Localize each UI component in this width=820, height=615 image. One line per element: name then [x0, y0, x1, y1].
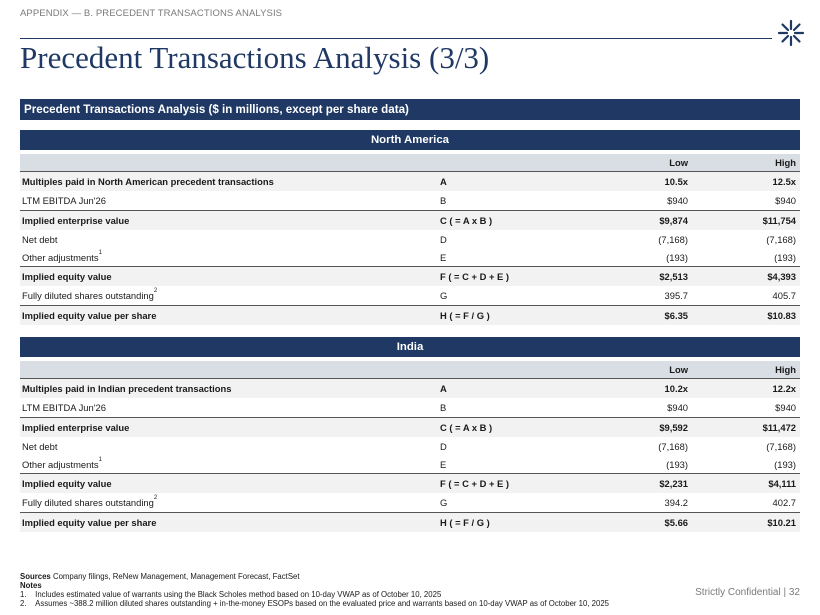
- section-title: North America: [20, 130, 800, 150]
- row-formula: E: [440, 459, 447, 470]
- row-low-value: $940: [667, 195, 688, 206]
- row-label: [22, 422, 129, 433]
- row-formula: B: [440, 402, 447, 413]
- row-high-value: $11,472: [762, 422, 796, 433]
- row-label-text: Implied enterprise value: [22, 422, 130, 433]
- row-high-value: (193): [774, 252, 796, 263]
- row-high-value: $4,111: [768, 478, 796, 489]
- row-formula: G: [440, 290, 448, 301]
- row-high-value: (7,168): [766, 441, 796, 452]
- row-label: [22, 517, 156, 528]
- table-row: [20, 191, 800, 210]
- row-low-value: 394.2: [664, 497, 688, 508]
- confidential-label: Strictly Confidential | 32: [695, 587, 800, 598]
- row-label-text: Other adjustments: [22, 252, 99, 263]
- table-row: [20, 248, 800, 266]
- row-low-value: 395.7: [664, 290, 688, 301]
- row-low-value: 10.2x: [664, 383, 688, 394]
- table-section: [20, 337, 800, 532]
- row-low-value: $5.66: [664, 517, 688, 528]
- column-low: Low: [669, 157, 688, 168]
- row-low-value: $2,231: [659, 478, 688, 489]
- row-label-text: LTM EBITDA Jun'26: [22, 195, 106, 206]
- row-formula: E: [440, 252, 447, 263]
- row-label-text: Multiples paid in Indian precedent transactions: [22, 383, 232, 394]
- row-formula: B: [440, 195, 447, 206]
- row-label: [22, 478, 112, 489]
- footnote-marker: 1: [98, 250, 102, 256]
- row-formula: D: [440, 441, 447, 452]
- table-row: [20, 398, 800, 417]
- row-formula: H ( = F / G ): [440, 517, 490, 528]
- row-formula: D: [440, 234, 447, 245]
- footer-notes: [20, 572, 609, 608]
- table-row: [20, 210, 800, 230]
- analysis-banner: Precedent Transactions Analysis ($ in millions, except per share data): [20, 99, 800, 120]
- row-low-value: $9,592: [659, 422, 688, 433]
- table-row: [20, 171, 800, 191]
- row-low-value: $9,874: [659, 215, 688, 226]
- footnote-marker: 1: [98, 457, 102, 463]
- note-1: 1. Includes estimated value of warrants using the Black Scholes method based on 10-day VWAP as of October 10, 2025: [20, 590, 442, 599]
- table-row: [20, 437, 800, 455]
- page-title: Precedent Transactions Analysis (3/3): [20, 40, 490, 75]
- table-row: [20, 266, 800, 286]
- row-low-value: (193): [666, 252, 688, 263]
- starburst-logo-icon: [776, 18, 806, 48]
- row-label-text: LTM EBITDA Jun'26: [22, 402, 106, 413]
- row-label: [22, 441, 57, 452]
- row-label-text: Implied equity value: [22, 478, 112, 489]
- row-formula: G: [440, 497, 448, 508]
- column-header: [20, 361, 800, 378]
- sources-label: Sources: [20, 572, 51, 581]
- row-label-text: Implied enterprise value: [22, 215, 130, 226]
- column-high: High: [775, 364, 796, 375]
- row-label: [22, 459, 102, 470]
- row-low-value: (7,168): [658, 234, 688, 245]
- row-label: [22, 310, 156, 321]
- row-formula: A: [440, 176, 447, 187]
- footnote-marker: 2: [153, 495, 158, 501]
- row-high-value: 12.2x: [772, 383, 796, 394]
- row-formula: A: [440, 383, 447, 394]
- column-low: Low: [669, 364, 688, 375]
- footnote-marker: 2: [153, 288, 158, 294]
- row-high-value: $4,393: [767, 271, 796, 282]
- row-high-value: $11,754: [762, 215, 796, 226]
- row-label: [22, 383, 231, 394]
- row-low-value: $2,513: [659, 271, 688, 282]
- column-header: [20, 154, 800, 171]
- row-low-value: (193): [666, 459, 688, 470]
- row-high-value: $940: [775, 402, 796, 413]
- row-label: [22, 195, 106, 206]
- table-section: [20, 130, 800, 325]
- row-label-text: Implied equity value per share: [22, 517, 157, 528]
- row-formula: C ( = A x B ): [440, 215, 493, 226]
- table-row: [20, 286, 800, 305]
- row-label-text: Implied equity value: [22, 271, 112, 282]
- row-label-text: Fully diluted shares outstanding: [22, 497, 154, 508]
- table-row: [20, 230, 800, 248]
- row-low-value: $940: [667, 402, 688, 413]
- title-divider: [20, 38, 772, 39]
- column-high: High: [775, 157, 796, 168]
- row-label: [22, 215, 129, 226]
- row-high-value: $940: [775, 195, 796, 206]
- row-high-value: (193): [774, 459, 796, 470]
- table-row: [20, 455, 800, 473]
- section-kicker: APPENDIX — B. PRECEDENT TRANSACTIONS ANALYSIS: [20, 8, 283, 19]
- row-high-value: 12.5x: [772, 176, 796, 187]
- row-formula: C ( = A x B ): [440, 422, 493, 433]
- row-label-text: Net debt: [22, 441, 58, 452]
- row-label: [22, 176, 274, 187]
- row-label: [22, 402, 106, 413]
- table-row: [20, 305, 800, 325]
- row-formula: F ( = C + D + E ): [440, 271, 510, 282]
- row-low-value: (7,168): [658, 441, 688, 452]
- row-label-text: Multiples paid in North American precedent transactions: [22, 176, 274, 187]
- row-high-value: 405.7: [772, 290, 796, 301]
- row-low-value: 10.5x: [664, 176, 688, 187]
- row-label-text: Net debt: [22, 234, 58, 245]
- table-row: [20, 473, 800, 493]
- row-high-value: (7,168): [766, 234, 796, 245]
- table-row: [20, 493, 800, 512]
- row-high-value: 402.7: [772, 497, 796, 508]
- row-high-value: $10.21: [767, 517, 796, 528]
- row-label-text: Implied equity value per share: [22, 310, 157, 321]
- row-formula: H ( = F / G ): [440, 310, 490, 321]
- row-label-text: Fully diluted shares outstanding: [22, 290, 154, 301]
- sources-text: Company filings, ReNew Management, Management Forecast, FactSet: [52, 572, 300, 581]
- row-label: [22, 497, 157, 508]
- row-label: [22, 252, 102, 263]
- row-high-value: $10.83: [767, 310, 796, 321]
- notes-label: Notes: [20, 581, 42, 590]
- row-formula: F ( = C + D + E ): [440, 478, 510, 489]
- section-title: India: [20, 337, 800, 357]
- row-label: [22, 271, 112, 282]
- table-row: [20, 378, 800, 398]
- note-2: 2. Assumes ~388.2 million diluted shares outstanding + in-the-money ESOPs based on the evaluated price and warrants based on 10-day VWAP as of October 10, 2025: [20, 599, 610, 608]
- table-row: [20, 512, 800, 532]
- row-label-text: Other adjustments: [22, 459, 99, 470]
- row-label: [22, 234, 57, 245]
- row-low-value: $6.35: [664, 310, 688, 321]
- row-label: [22, 290, 157, 301]
- table-row: [20, 417, 800, 437]
